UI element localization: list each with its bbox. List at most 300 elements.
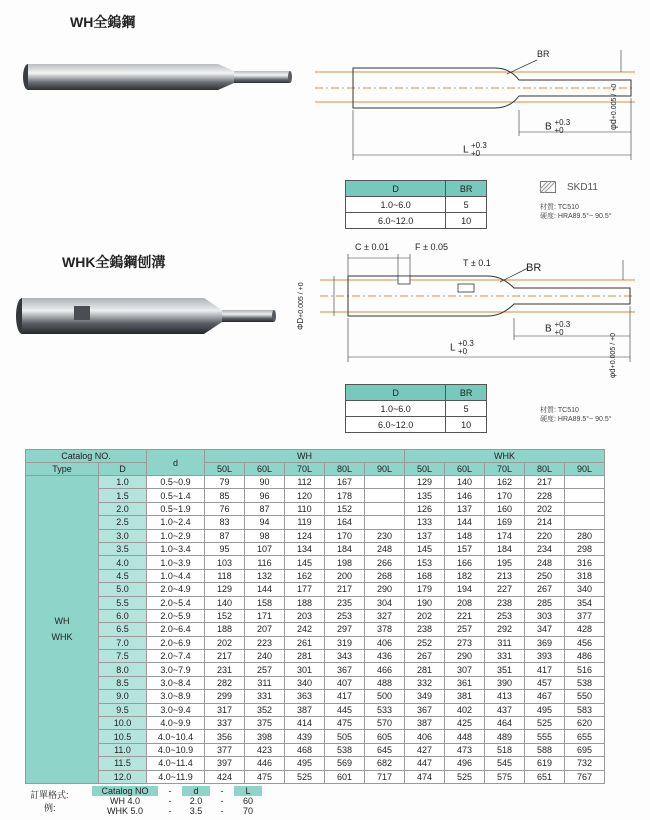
hatch-legend-icon xyxy=(540,181,556,193)
wh-price-cell: 538 xyxy=(325,743,365,756)
D-header: D xyxy=(99,463,147,476)
table-row xyxy=(26,609,605,622)
wh-price-cell: 343 xyxy=(325,650,365,663)
whk-price-cell: 340 xyxy=(565,583,605,596)
wh-price-cell: 290 xyxy=(365,583,405,596)
d-range-cell: 2.0~4.9 xyxy=(147,583,205,596)
whk-price-cell: 220 xyxy=(525,529,565,542)
wh-price-cell: 202 xyxy=(205,636,245,649)
wh-price-cell xyxy=(365,476,405,489)
D-cell: 2.5 xyxy=(99,516,147,529)
whk-price-cell: 273 xyxy=(445,636,485,649)
wh-price-cell: 261 xyxy=(285,636,325,649)
wh-price-cell: 110 xyxy=(285,502,325,515)
wh-price-cell: 570 xyxy=(365,717,405,730)
d-range-cell: 3.0~7.9 xyxy=(147,663,205,676)
D-cell: 10.5 xyxy=(99,730,147,743)
d-header: d xyxy=(147,450,205,476)
d-range-cell: 2.0~6.9 xyxy=(147,636,205,649)
d-range-cell: 2.0~5.4 xyxy=(147,596,205,609)
wh-price-cell xyxy=(365,502,405,515)
wh-price-cell: 132 xyxy=(245,569,285,582)
whk-l-dimension: L +0.3 +0 xyxy=(450,339,474,356)
d-range-cell: 0.5~1.9 xyxy=(147,502,205,515)
wh-price-cell: 112 xyxy=(285,476,325,489)
whk-price-cell: 619 xyxy=(525,757,565,770)
whk-header: WHK xyxy=(405,450,605,463)
whk-price-cell: 133 xyxy=(405,516,445,529)
wh-price-cell: 468 xyxy=(285,743,325,756)
wh-price-cell: 525 xyxy=(285,770,325,783)
whk-c-label: C ± 0.01 xyxy=(355,242,389,252)
wh-price-cell: 188 xyxy=(205,623,245,636)
wh-price-cell: 242 xyxy=(285,623,325,636)
wh-price-cell: 129 xyxy=(205,583,245,596)
table-row xyxy=(26,717,605,730)
wh-price-cell: 178 xyxy=(325,489,365,502)
wh-price-cell: 363 xyxy=(285,690,325,703)
whk-price-cell: 437 xyxy=(485,703,525,716)
wh-price-cell: 223 xyxy=(245,636,285,649)
d-range-cell: 3.0~9.4 xyxy=(147,703,205,716)
whk-price-cell: 250 xyxy=(525,569,565,582)
D-cell: 11.5 xyxy=(99,757,147,770)
whk-t-label: T ± 0.1 xyxy=(463,258,491,268)
whk-price-cell: 281 xyxy=(405,663,445,676)
wh-price-cell: 177 xyxy=(285,583,325,596)
wh-price-cell: 475 xyxy=(325,717,365,730)
whk-price-cell: 369 xyxy=(525,636,565,649)
whk-price-cell: 248 xyxy=(525,556,565,569)
wh-price-cell: 76 xyxy=(205,502,245,515)
whk-price-cell: 238 xyxy=(405,623,445,636)
whk-price-cell: 406 xyxy=(405,730,445,743)
D-cell: 2.0 xyxy=(99,502,147,515)
wh-b-dimension: B +0.3 +0 xyxy=(545,118,571,135)
D-cell: 12.0 xyxy=(99,770,147,783)
wh-price-cell: 158 xyxy=(245,596,285,609)
wh-price-cell: 299 xyxy=(205,690,245,703)
table-row xyxy=(26,516,605,529)
type-header: Type xyxy=(26,463,99,476)
table-row xyxy=(26,730,605,743)
whk-price-cell: 448 xyxy=(445,730,485,743)
whk-price-cell xyxy=(565,516,605,529)
wh-material: 材質: TC510 硬度: HRA89.5°~ 90.5° xyxy=(540,204,612,220)
D-cell: 6.5 xyxy=(99,623,147,636)
whk-price-cell xyxy=(565,476,605,489)
whk-price-cell: 194 xyxy=(445,583,485,596)
whk-price-cell: 393 xyxy=(525,650,565,663)
d-range-cell: 1.0~4.4 xyxy=(147,569,205,582)
d-range-cell: 3.0~8.9 xyxy=(147,690,205,703)
wh-price-cell: 337 xyxy=(205,717,245,730)
order-format-table: Catalog NO - d - L WH 4.0 - 2.0 - 60 WHK 5.0 - 3.5 - 70 xyxy=(92,786,262,816)
whk-price-cell: 307 xyxy=(445,663,485,676)
whk-price-cell: 545 xyxy=(485,757,525,770)
wh-price-cell: 311 xyxy=(245,676,285,689)
whk-price-cell: 381 xyxy=(445,690,485,703)
wh-price-cell: 466 xyxy=(365,663,405,676)
whk-price-cell: 280 xyxy=(565,529,605,542)
whk-price-cell: 387 xyxy=(405,717,445,730)
wh-l-dimension: L +0.3 +0 xyxy=(463,141,487,158)
wh-price-cell: 533 xyxy=(365,703,405,716)
D-cell: 10.0 xyxy=(99,717,147,730)
whk-punch-photo xyxy=(10,292,280,344)
d-range-cell: 3.0~8.4 xyxy=(147,676,205,689)
whk-price-cell: 583 xyxy=(565,703,605,716)
D-cell: 1.0 xyxy=(99,476,147,489)
wh-price-cell: 356 xyxy=(205,730,245,743)
wh-price-cell: 85 xyxy=(205,489,245,502)
table-row xyxy=(26,663,605,676)
whk-price-cell: 137 xyxy=(445,502,485,515)
whk-price-cell: 767 xyxy=(565,770,605,783)
wh-price-cell: 605 xyxy=(365,730,405,743)
whk-price-cell: 316 xyxy=(565,556,605,569)
whk-price-cell: 257 xyxy=(445,623,485,636)
wh-price-cell: 266 xyxy=(365,556,405,569)
wh-price-cell: 297 xyxy=(325,623,365,636)
table-row xyxy=(26,636,605,649)
wh-price-cell: 90 xyxy=(245,476,285,489)
wh-price-cell: 134 xyxy=(285,542,325,555)
whk-price-cell: 144 xyxy=(445,516,485,529)
whk-price-cell: 555 xyxy=(525,730,565,743)
wh-price-cell: 377 xyxy=(205,743,245,756)
wh-br-table: D BR 1.0~6.0 5 6.0~12.0 10 xyxy=(345,180,487,229)
wh-price-cell: 145 xyxy=(285,556,325,569)
d-range-cell: 1.0~3.4 xyxy=(147,542,205,555)
whk-price-cell: 135 xyxy=(405,489,445,502)
whk-price-cell: 267 xyxy=(525,583,565,596)
wh-price-cell: 375 xyxy=(245,717,285,730)
wh-price-cell: 601 xyxy=(325,770,365,783)
d-range-cell: 2.0~6.4 xyxy=(147,623,205,636)
wh-price-cell: 387 xyxy=(285,703,325,716)
whk-price-cell: 354 xyxy=(565,596,605,609)
whk-br-table: D BR 1.0~6.0 5 6.0~12.0 10 xyxy=(345,384,487,433)
wh-price-cell: 94 xyxy=(245,516,285,529)
wh-price-cell: 231 xyxy=(205,663,245,676)
wh-price-cell: 475 xyxy=(245,770,285,783)
whk-price-cell: 332 xyxy=(405,676,445,689)
D-cell: 3.5 xyxy=(99,542,147,555)
whk-price-cell: 377 xyxy=(565,609,605,622)
wh-price-cell: 367 xyxy=(325,663,365,676)
wh-price-cell: 116 xyxy=(245,556,285,569)
whk-price-cell: 228 xyxy=(525,489,565,502)
table-row xyxy=(26,489,605,502)
table-row xyxy=(26,596,605,609)
d-range-cell: 4.0~11.9 xyxy=(147,770,205,783)
whk-b-dimension: B +0.3 +0 xyxy=(545,320,571,337)
wh-price-cell: 319 xyxy=(325,636,365,649)
whk-price-cell: 213 xyxy=(485,569,525,582)
whk-price-cell: 182 xyxy=(445,569,485,582)
table-row xyxy=(26,556,605,569)
table-row xyxy=(26,757,605,770)
wh-price-cell: 407 xyxy=(325,676,365,689)
wh-price-cell: 717 xyxy=(365,770,405,783)
whk-price-cell: 651 xyxy=(525,770,565,783)
whk-price-cell: 162 xyxy=(485,476,525,489)
wh-price-cell: 495 xyxy=(285,757,325,770)
whk-price-cell: 318 xyxy=(565,569,605,582)
wh-d-tolerance: φd+0.005 / +0 xyxy=(608,83,618,130)
whk-price-cell: 575 xyxy=(485,770,525,783)
whk-d-tolerance: φd+0.005 / +0 xyxy=(608,332,617,378)
D-cell: 11.0 xyxy=(99,743,147,756)
D-cell: 7.0 xyxy=(99,636,147,649)
whk-price-cell: 137 xyxy=(405,529,445,542)
whk-price-cell: 464 xyxy=(485,717,525,730)
wh-price-cell: 96 xyxy=(245,489,285,502)
wh-price-cell: 230 xyxy=(365,529,405,542)
whk-price-cell: 538 xyxy=(565,676,605,689)
d-range-cell: 0.5~0.9 xyxy=(147,476,205,489)
whk-price-cell: 217 xyxy=(525,476,565,489)
whk-price-cell: 140 xyxy=(445,476,485,489)
wh-price-cell: 95 xyxy=(205,542,245,555)
whk-material: 材質: TC510 硬度: HRA89.5°~ 90.5° xyxy=(540,407,612,423)
wh-price-cell: 398 xyxy=(245,730,285,743)
table-row xyxy=(26,502,605,515)
wh-price-cell: 327 xyxy=(365,609,405,622)
wh-price-cell: 414 xyxy=(285,717,325,730)
wh-price-cell: 118 xyxy=(205,569,245,582)
wh-price-cell: 203 xyxy=(285,609,325,622)
whk-price-cell: 195 xyxy=(485,556,525,569)
wh-price-cell: 257 xyxy=(245,663,285,676)
whk-price-cell: 303 xyxy=(525,609,565,622)
wh-price-cell: 124 xyxy=(285,529,325,542)
whk-price-cell: 174 xyxy=(485,529,525,542)
whk-price-cell: 695 xyxy=(565,743,605,756)
d-range-cell: 2.0~7.4 xyxy=(147,650,205,663)
wh-price-cell: 79 xyxy=(205,476,245,489)
whk-price-cell: 447 xyxy=(405,757,445,770)
table-row xyxy=(26,676,605,689)
D-cell: 3.0 xyxy=(99,529,147,542)
whk-price-cell: 170 xyxy=(485,489,525,502)
whk-price-cell: 234 xyxy=(525,542,565,555)
whk-price-cell: 518 xyxy=(485,743,525,756)
table-row xyxy=(26,623,605,636)
wh-price-cell: 198 xyxy=(325,556,365,569)
wh-price-cell: 144 xyxy=(245,583,285,596)
whk-price-cell: 457 xyxy=(525,676,565,689)
wh-price-cell: 83 xyxy=(205,516,245,529)
wh-price-cell: 378 xyxy=(365,623,405,636)
whk-price-cell: 620 xyxy=(565,717,605,730)
wh-price-cell: 248 xyxy=(365,542,405,555)
whk-price-cell: 474 xyxy=(405,770,445,783)
wh-price-cell: 281 xyxy=(285,650,325,663)
whk-price-cell: 285 xyxy=(525,596,565,609)
whk-price-cell: 214 xyxy=(525,516,565,529)
wh-price-cell: 282 xyxy=(205,676,245,689)
d-range-cell: 1.0~3.9 xyxy=(147,556,205,569)
whk-price-cell: 402 xyxy=(445,703,485,716)
wh-price-cell: 424 xyxy=(205,770,245,783)
wh-price-cell: 98 xyxy=(245,529,285,542)
wh-price-cell: 240 xyxy=(245,650,285,663)
wh-price-cell xyxy=(365,516,405,529)
whk-price-cell: 550 xyxy=(565,690,605,703)
d-range-cell: 0.5~1.4 xyxy=(147,489,205,502)
table-row xyxy=(26,690,605,703)
D-cell: 8.5 xyxy=(99,676,147,689)
wh-price-cell: 569 xyxy=(325,757,365,770)
order-format-label: 訂單格式: 例: xyxy=(30,790,69,813)
wh-price-cell xyxy=(365,489,405,502)
whk-price-cell: 413 xyxy=(485,690,525,703)
whk-D-tolerance: ΦD+0.005 / +0 xyxy=(296,282,305,330)
whk-br-label: BR xyxy=(526,262,542,274)
d-range-cell: 4.0~10.9 xyxy=(147,743,205,756)
whk-price-cell xyxy=(565,502,605,515)
wh-price-cell: 87 xyxy=(205,529,245,542)
whk-price-cell xyxy=(565,489,605,502)
whk-price-cell: 126 xyxy=(405,502,445,515)
wh-price-cell: 188 xyxy=(285,596,325,609)
whk-price-cell: 427 xyxy=(405,743,445,756)
whk-price-cell: 347 xyxy=(525,623,565,636)
wh-price-cell: 120 xyxy=(285,489,325,502)
D-cell: 4.5 xyxy=(99,569,147,582)
wh-price-cell: 235 xyxy=(325,596,365,609)
D-cell: 9.0 xyxy=(99,690,147,703)
whk-f-label: F ± 0.05 xyxy=(415,242,448,252)
d-range-cell: 1.0~2.9 xyxy=(147,529,205,542)
whk-price-cell: 153 xyxy=(405,556,445,569)
whk-price-cell: 290 xyxy=(445,650,485,663)
whk-price-cell: 473 xyxy=(445,743,485,756)
whk-price-cell: 655 xyxy=(565,730,605,743)
wh-price-cell: 397 xyxy=(205,757,245,770)
d-range-cell: 2.0~5.9 xyxy=(147,609,205,622)
whk-price-cell: 146 xyxy=(445,489,485,502)
d-range-cell: 4.0~11.4 xyxy=(147,757,205,770)
d-range-cell: 4.0~10.4 xyxy=(147,730,205,743)
D-cell: 7.5 xyxy=(99,650,147,663)
whk-price-cell: 253 xyxy=(485,609,525,622)
wh-price-cell: 162 xyxy=(285,569,325,582)
wh-header: WH xyxy=(205,450,405,463)
table-row xyxy=(26,569,605,582)
wh-price-cell: 406 xyxy=(365,636,405,649)
whk-price-cell: 367 xyxy=(405,703,445,716)
wh-price-cell: 500 xyxy=(365,690,405,703)
type-cell: WH WHK xyxy=(26,476,99,784)
whk-price-cell: 202 xyxy=(405,609,445,622)
wh-price-cell: 317 xyxy=(205,703,245,716)
whk-price-cell: 495 xyxy=(525,703,565,716)
table-row xyxy=(26,770,605,783)
whk-price-cell: 238 xyxy=(485,596,525,609)
wh-price-cell: 207 xyxy=(245,623,285,636)
wh-price-cell: 171 xyxy=(245,609,285,622)
whk-price-cell: 425 xyxy=(445,717,485,730)
table-row xyxy=(26,703,605,716)
whk-price-cell: 208 xyxy=(445,596,485,609)
whk-price-cell: 267 xyxy=(405,650,445,663)
wh-price-cell: 119 xyxy=(285,516,325,529)
wh-title: WH全鎢鋼 xyxy=(70,14,136,30)
wh-price-cell: 184 xyxy=(325,542,365,555)
skd11-label: SKD11 xyxy=(567,182,598,193)
d-range-cell: 1.0~2.4 xyxy=(147,516,205,529)
whk-price-cell: 202 xyxy=(525,502,565,515)
whk-price-cell: 145 xyxy=(405,542,445,555)
wh-price-cell: 645 xyxy=(365,743,405,756)
wh-price-cell: 253 xyxy=(325,609,365,622)
whk-price-cell: 179 xyxy=(405,583,445,596)
wh-price-cell: 87 xyxy=(245,502,285,515)
wh-price-cell: 217 xyxy=(325,583,365,596)
whk-price-cell: 467 xyxy=(525,690,565,703)
table-row xyxy=(26,542,605,555)
table-row xyxy=(26,743,605,756)
wh-punch-photo xyxy=(18,55,298,105)
whk-price-cell: 160 xyxy=(485,502,525,515)
table-row xyxy=(26,476,605,489)
whk-price-cell: 588 xyxy=(525,743,565,756)
wh-price-cell: 200 xyxy=(325,569,365,582)
whk-price-cell: 351 xyxy=(485,663,525,676)
table-row xyxy=(26,650,605,663)
wh-price-cell: 682 xyxy=(365,757,405,770)
wh-price-cell: 107 xyxy=(245,542,285,555)
d-range-cell: 4.0~9.9 xyxy=(147,717,205,730)
whk-price-cell: 489 xyxy=(485,730,525,743)
whk-price-cell: 417 xyxy=(525,663,565,676)
D-cell: 4.0 xyxy=(99,556,147,569)
whk-price-cell: 486 xyxy=(565,650,605,663)
whk-price-cell: 157 xyxy=(445,542,485,555)
whk-price-cell: 169 xyxy=(485,516,525,529)
wh-price-cell: 152 xyxy=(205,609,245,622)
catalog-header: Catalog NO. xyxy=(26,450,147,463)
whk-price-cell: 349 xyxy=(405,690,445,703)
whk-price-cell: 496 xyxy=(445,757,485,770)
table-row xyxy=(26,583,605,596)
D-cell: 6.0 xyxy=(99,609,147,622)
whk-price-cell: 298 xyxy=(565,542,605,555)
D-cell: 8.0 xyxy=(99,663,147,676)
catalog-price-table: Catalog NO. d WH WHK Type D 50L 60L 70L 80L 90L 50L 60L 70L 80L 90L WH WHK 1.0 0.5~0.9 79 90 112 167 129 140 162 217 1.5 0.5~1.4 85 96 120 178 135 146 170 228 2.0 0.5~1.9 76 87 110 152 126 137 160 202 2.5 1.0~2.4 83 94 119 164 133 144 169 214 3.0 1.0~2.9 87 98 124 170 230 137 148 174 220 280 3.5 1.0~3.4 95 107 134 184 248 145 157 184 234 298 4.0 1.0~3.9 103 116 145 198 266 153 166 195 248 316 4.5 1.0~4.4 118 132 162 200 268 168 182 213 250 318 5.0 2.0~4.9 129 144 177 217 290 179 194 227 267 340 5.5 2.0~5.4 140 158 188 235 304 190 208 238 285 354 6.0 2.0~5.9 152 171 203 253 327 202 221 253 303 377 6.5 2.0~6.4 188 207 242 297 378 238 257 292 347 428 7.0 2.0~6.9 202 223 261 319 406 252 273 311 369 456 7.5 2.0~7.4 217 240 281 343 436 267 290 331 393 486 8.0 3.0~7.9 231 257 301 367 466 281 307 351 417 516 8.5 3.0~8.4 282 311 340 407 488 332 361 390 457 538 9.0 3.0~8.9 299 331 363 417 500 349 381 413 467 550 9.5 3.0~9.4 317 352 387 445 533 367 402 437 495 583 10.0 4.0~9.9 337 375 414 475 570 387 425 464 525 620 10.5 4.0~10.4 356 398 439 505 605 406 448 489 555 655 11.0 4.0~10.9 377 423 468 538 645 427 473 518 588 695 11.5 4.0~11.4 397 446 495 569 682 447 496 545 619 732 12.0 4.0~11.9 424 475 525 601 717 474 525 575 651 767 xyxy=(25,449,605,784)
whk-price-cell: 390 xyxy=(485,676,525,689)
whk-price-cell: 166 xyxy=(445,556,485,569)
wh-price-cell: 439 xyxy=(285,730,325,743)
wh-price-cell: 268 xyxy=(365,569,405,582)
wh-price-cell: 331 xyxy=(245,690,285,703)
wh-price-cell: 436 xyxy=(365,650,405,663)
whk-price-cell: 732 xyxy=(565,757,605,770)
wh-price-cell: 304 xyxy=(365,596,405,609)
whk-price-cell: 252 xyxy=(405,636,445,649)
D-cell: 5.0 xyxy=(99,583,147,596)
whk-price-cell: 311 xyxy=(485,636,525,649)
wh-price-cell: 445 xyxy=(325,703,365,716)
wh-price-cell: 340 xyxy=(285,676,325,689)
wh-price-cell: 423 xyxy=(245,743,285,756)
whk-price-cell: 331 xyxy=(485,650,525,663)
wh-price-cell: 505 xyxy=(325,730,365,743)
whk-price-cell: 129 xyxy=(405,476,445,489)
